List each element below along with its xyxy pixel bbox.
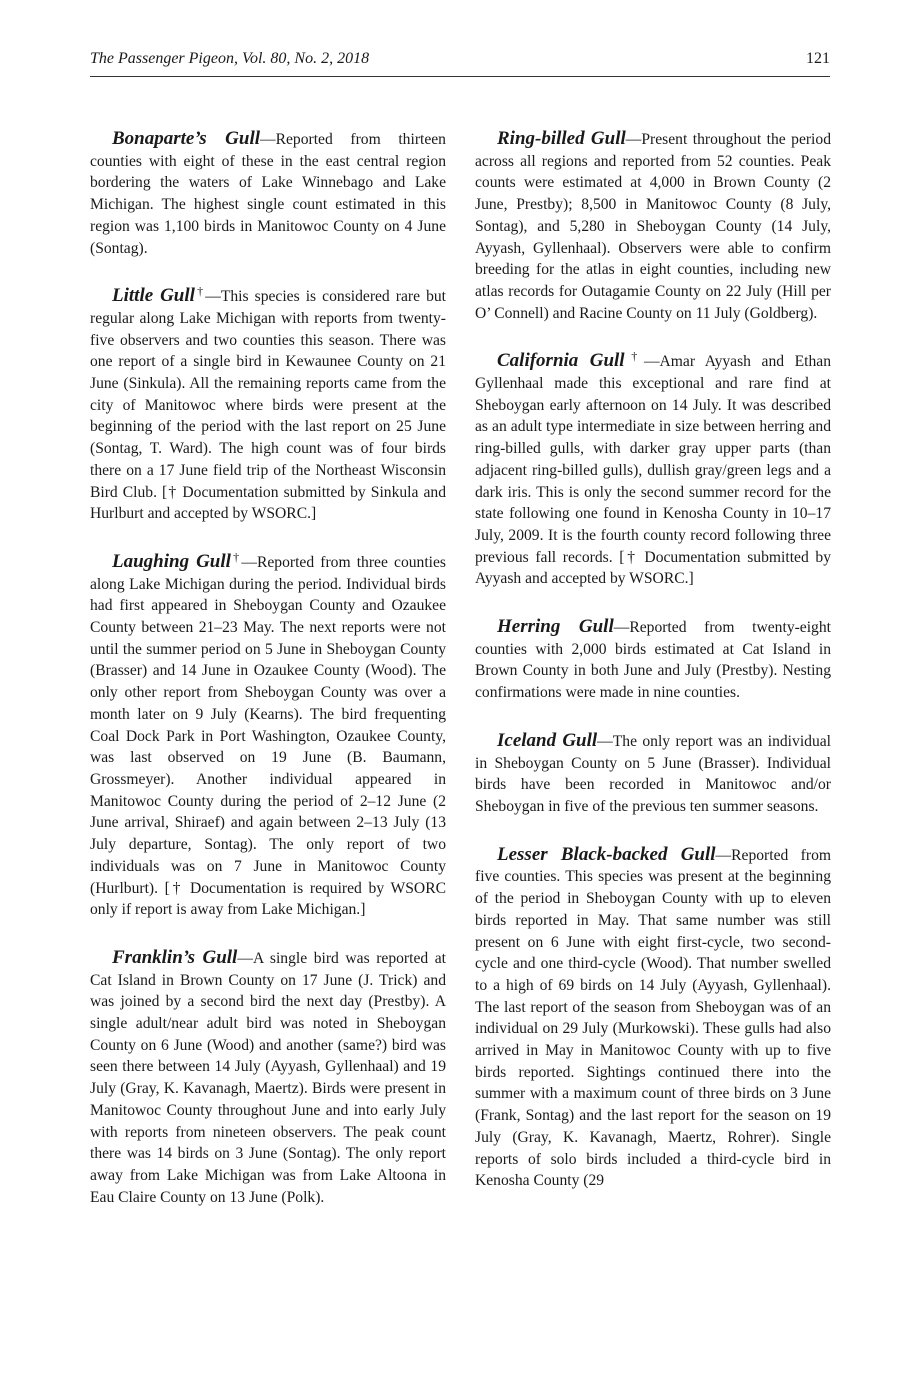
- left-column: [90, 124, 446, 1230]
- species-text: —Reported from twenty-eight counties with 2,000 birds estimated at Cat Island in Brown County in both June and July (Prestby). Nesting confirmations were made in nine counties.: [475, 619, 831, 702]
- running-head: The Passenger Pigeon, Vol. 80, No. 2, 2018: [90, 50, 370, 67]
- species-text: —Reported from thirteen counties with eight of these in the east central region bordering the waters of Lake Winnebago and Lake Michigan. The highest single count estimated in this region was 1,100 birds in Manitowoc County on 4 June (Sontag).: [90, 131, 446, 257]
- species-entry: [475, 840, 831, 1192]
- species-entry: [475, 726, 831, 818]
- species-entry: [90, 281, 446, 525]
- species-name: Ring-billed Gull: [497, 128, 626, 149]
- species-name: Little Gull: [112, 285, 195, 307]
- species-text: —A single bird was reported at Cat Island in Brown County on 17 June (J. Trick) and was joined by a second bird the next day (Prestby). A single adult/near adult bird was noted in Sheboygan County on 6 June (Wood) and another (same?) bird was seen there between 14 July (Ayyash, Gyllenhaal) and 19 July (Gray, K. Kavanagh, Maertz). Birds were present in Manitowoc County throughout June and into early July with reports from nineteen observers. The peak count there was 14 birds on 3 June (Sontag). The only report away from Lake Michigan was from Lake Altoona in Eau Claire County on 13 June (Polk).: [90, 949, 446, 1206]
- species-name: Iceland Gull: [497, 729, 598, 751]
- species-entry: [90, 547, 446, 921]
- page-number: 121: [806, 50, 830, 67]
- page-header: [90, 48, 830, 77]
- dagger-mark: †: [194, 284, 206, 299]
- species-text: —This species is considered rare but regular along Lake Michigan with reports from twenty-five observers and two counties this season. There was one report of a single bird in Kewaunee County on 21 June (Sinkula). All the remaining reports came from the city of Manitowoc where birds were present at the beginning of the period with the last report on 25 June (Sontag, T. Ward). The high count was of four birds there on a 17 June field trip of the Northeast Wisconsin Bird Club. [† Documentation submitted by Sinkula and Hurlburt and accepted by WSORC.]: [90, 288, 446, 523]
- species-text: —Amar Ayyash and Ethan Gyllenhaal made this exceptional and rare find at Sheboygan early afternoon on 14 July. It was described as an adult type intermediate in size between herring and ring-billed gulls, with darker gray upper parts (than adjacent ring-billed gulls), dullish gray/green legs and a dark iris. This is only the second summer record for the state following one found in Kenosha County in 10–17 July, 2009. It is the fourth county record following three previous fall records. [† Documentation submitted by Ayyash and accepted by WSORC.]: [475, 353, 831, 588]
- species-entry: [475, 612, 831, 704]
- species-text: —Present throughout the period across all regions and reported from 52 counties. Peak counts were estimated at 4,000 in Brown County (2 June, Prestby); 8,500 in Manitowoc County (8 July, Sontag), and 5,280 in Sheboygan County (14 July, Ayyash, Gyllenhaal). Observers were able to confirm breeding for the atlas in eight counties, including new atlas records for Outagamie County on 22 July (Hill per O’ Connell) and Racine County on 11 July (Goldberg).: [475, 131, 831, 322]
- species-name: Herring Gull: [497, 616, 614, 638]
- species-text: —The only report was an individual in Sheboygan County on 5 June (Brasser). Individual birds have been recorded in Manitowoc and/or Sheboygan in five of the previous ten summer seasons.: [475, 732, 831, 815]
- dagger-mark: †: [624, 349, 644, 364]
- species-entry: [90, 943, 446, 1208]
- species-entry: [90, 124, 446, 259]
- species-name: Lesser Black-backed Gull: [497, 843, 716, 865]
- species-entry: [475, 124, 831, 324]
- species-text: —Reported from five counties. This species was present at the beginning of the period in Sheboygan County with up to eleven birds reported in May. That same number was still present on 6 June with eight first-cycle, two second-cycle and one third-cycle (Wood). That number swelled to a high of 69 birds on 14 July (Ayyash, Gyllenhaal). The last report of the season from Sheboygan was of an individual on 29 July (Murkowski). These gulls had also arrived in May in Manitowoc County with up to five birds reported. Sightings continued there into the summer with a maximum count of three birds on 3 June (Frank, Sontag) and the last report for the season on 19 July (Gray, K. Kavanagh, Maertz, Rohrer). Single reports of solo birds included a third-cycle bird in Kenosha County (29: [475, 846, 831, 1190]
- species-name: Bonaparte’s Gull: [112, 128, 260, 149]
- species-text: —Reported from three counties along Lake Michigan during the period. Individual birds had first appeared in Sheboygan County and Ozaukee County between 21–23 May. The next reports were not until the summer period on 5 June in Sheboygan County (Brasser) and 14 June in Ozaukee County (Wood). The only other report from Sheboygan County was over a month later on 9 July (Kearns). The bird frequenting Coal Dock Park in Port Washington, Ozaukee County, was last observed on 19 June (B. Baumann, Grossmeyer). Another individual appeared in Manitowoc County during the period of 2–12 June (2 June arrival, Shiraef) and again between 2–13 July (13 July departure, Sontag). The only report of two individuals was on 7 June in Manitowoc County (Hurlburt). [† Documentation is required by WSORC only if report is away from Lake Michigan.]: [90, 553, 446, 919]
- right-column: [475, 124, 831, 1214]
- species-name: Laughing Gull: [112, 550, 231, 572]
- species-entry: [475, 346, 831, 590]
- dagger-mark: †: [230, 549, 242, 564]
- species-name: Franklin’s Gull: [112, 946, 238, 968]
- species-name: California Gull: [497, 350, 625, 372]
